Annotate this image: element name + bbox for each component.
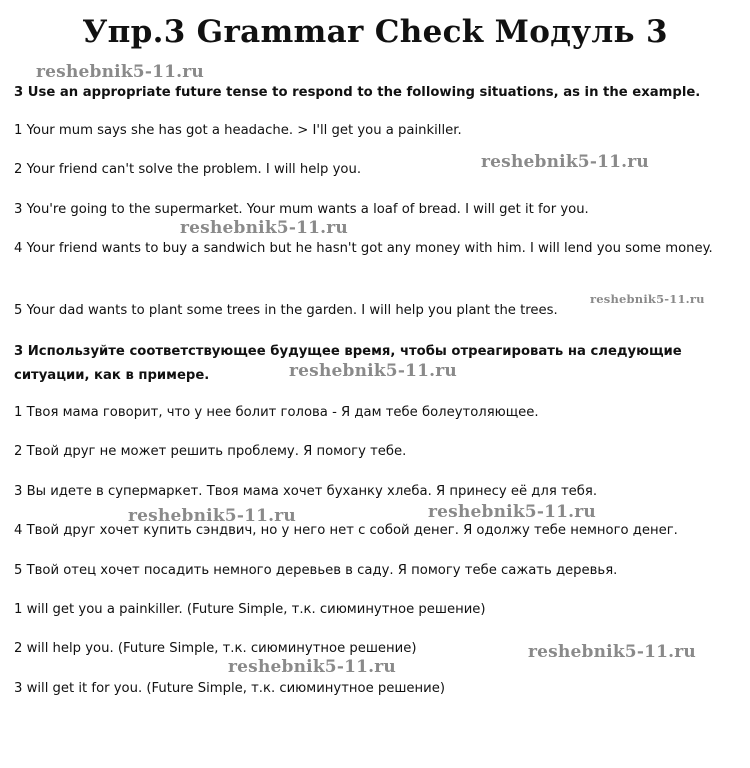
russian-item-4: 4 Твой друг хочет купить сэндвич, но у него нет с собой денег. Я одолжу тебе немного денег. [14,523,678,538]
watermark: reshebnik5-11.ru [428,502,596,522]
english-item-1: 1 Your mum says she has got a headache. > I'll get you a painkiller. [14,123,462,138]
watermark: reshebnik5-11.ru [590,292,705,306]
watermark: reshebnik5-11.ru [481,152,649,172]
answer-2: 2 will help you. (Future Simple, т.к. сиюминутное решение) [14,641,417,656]
watermark: reshebnik5-11.ru [289,361,457,381]
watermark: reshebnik5-11.ru [528,642,696,662]
russian-item-3: 3 Вы идете в супермаркет. Твоя мама хочет буханку хлеба. Я принесу её для тебя. [14,484,598,499]
english-task-heading: 3 Use an appropriate future tense to respond to the following situations, as in the example. [14,85,701,100]
answer-3: 3 will get it for you. (Future Simple, т.к. сиюминутное решение) [14,681,445,696]
russian-task-heading: 3 Используйте соответствующее будущее время, чтобы отреагировать на следующие ситуации, как в примере. [14,344,682,383]
watermark: reshebnik5-11.ru [228,657,396,677]
russian-item-1: 1 Твоя мама говорит, что у нее болит голова - Я дам тебе болеутоляющее. [14,405,539,420]
watermark: reshebnik5-11.ru [180,218,348,238]
watermark: reshebnik5-11.ru [36,62,204,82]
english-item-3: 3 You're going to the supermarket. Your mum wants a loaf of bread. I will get it for you. [14,202,589,217]
russian-item-2: 2 Твой друг не может решить проблему. Я помогу тебе. [14,444,407,459]
english-item-5: 5 Your dad wants to plant some trees in the garden. I will help you plant the trees. [14,303,558,318]
page-title: Упр.3 Grammar Check Модуль 3 [82,14,668,50]
answer-1: 1 will get you a painkiller. (Future Simple, т.к. сиюминутное решение) [14,602,486,617]
watermark: reshebnik5-11.ru [128,506,296,526]
english-item-2: 2 Your friend can't solve the problem. I will help you. [14,162,362,177]
russian-item-5: 5 Твой отец хочет посадить немного деревьев в саду. Я помогу тебе сажать деревья. [14,563,618,578]
english-item-4: 4 Your friend wants to buy a sandwich but he hasn't got any money with him. I will lend you some money. [14,241,713,256]
